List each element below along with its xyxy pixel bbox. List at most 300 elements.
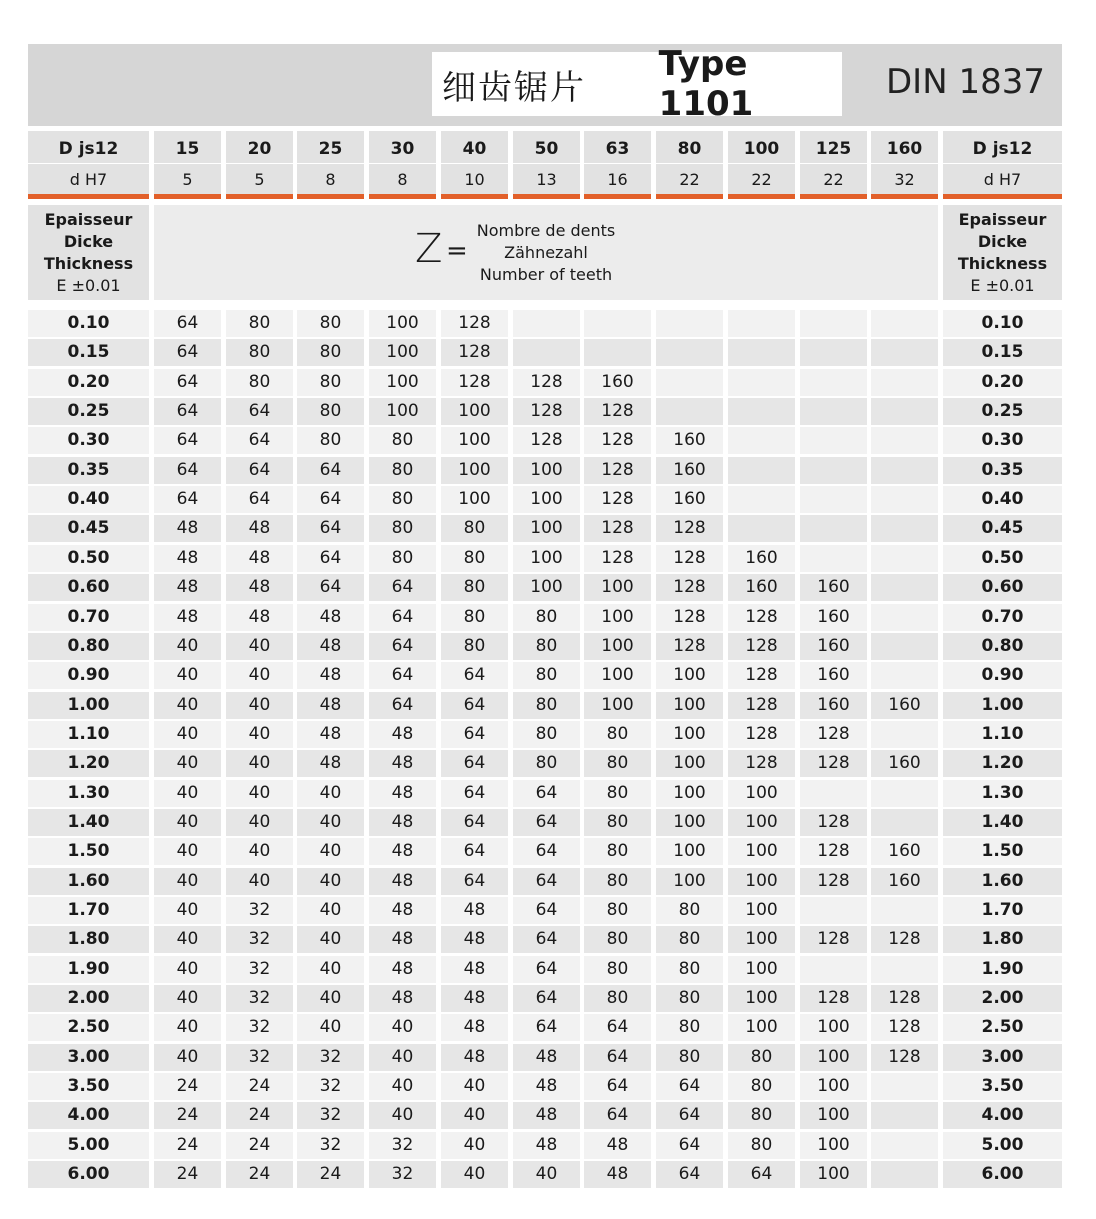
teeth-count-cell <box>800 956 867 983</box>
header-diameter-col <box>154 131 221 194</box>
teeth-count-cell: 40 <box>154 1014 221 1041</box>
header-separator <box>441 163 508 164</box>
teeth-count-cell: 48 <box>297 662 364 689</box>
teeth-count-cell: 100 <box>584 633 651 660</box>
teeth-count-cell: 40 <box>154 692 221 719</box>
teeth-count-cell: 80 <box>728 1132 795 1159</box>
teeth-count-cell <box>800 545 867 572</box>
teeth-count-cell: 80 <box>441 515 508 542</box>
teeth-count-cell: 128 <box>656 515 723 542</box>
teeth-count-cell: 48 <box>584 1132 651 1159</box>
teeth-count-cell: 128 <box>800 838 867 865</box>
diameter-value: 63 <box>605 139 630 159</box>
teeth-count-cell: 160 <box>656 427 723 454</box>
header-separator <box>656 163 723 164</box>
thickness-cell: 2.00 <box>943 985 1062 1012</box>
diameter-value: 50 <box>534 139 559 159</box>
teeth-count-cell: 48 <box>513 1044 580 1071</box>
teeth-count-cell: 80 <box>584 721 651 748</box>
teeth-count-cell: 80 <box>226 369 293 396</box>
teeth-count-cell: 80 <box>728 1073 795 1100</box>
thickness-cell: 1.70 <box>943 897 1062 924</box>
teeth-count-cell: 40 <box>369 1073 436 1100</box>
table-row <box>0 1073 1096 1100</box>
thickness-cell: 0.35 <box>943 457 1062 484</box>
thickness-cell: 1.90 <box>943 956 1062 983</box>
teeth-count-cell: 64 <box>297 486 364 513</box>
teeth-count-cell: 40 <box>226 662 293 689</box>
table-row <box>0 1132 1096 1159</box>
teeth-count-cell: 80 <box>513 750 580 777</box>
teeth-count-cell: 100 <box>513 574 580 601</box>
teeth-count-cell: 40 <box>154 897 221 924</box>
teeth-count-cell: 128 <box>728 662 795 689</box>
teeth-count-cell: 40 <box>226 809 293 836</box>
teeth-count-cell: 128 <box>584 457 651 484</box>
teeth-count-cell: 40 <box>154 633 221 660</box>
header-separator <box>584 163 651 164</box>
teeth-count-cell: 128 <box>513 427 580 454</box>
table-row <box>0 604 1096 631</box>
table-row <box>0 780 1096 807</box>
teeth-count-cell: 48 <box>226 604 293 631</box>
thickness-cell: 6.00 <box>943 1161 1062 1188</box>
teeth-count-cell: 100 <box>728 809 795 836</box>
teeth-count-cell: 48 <box>369 750 436 777</box>
teeth-count-cell: 128 <box>728 604 795 631</box>
teeth-count-cell <box>800 486 867 513</box>
teeth-count-cell: 32 <box>297 1102 364 1129</box>
teeth-count-cell: 80 <box>584 926 651 953</box>
teeth-count-cell: 100 <box>513 486 580 513</box>
teeth-count-cell: 80 <box>584 780 651 807</box>
teeth-count-cell: 100 <box>800 1102 867 1129</box>
thickness-cell: 0.90 <box>943 662 1062 689</box>
header-separator <box>226 163 293 164</box>
teeth-count-cell: 32 <box>226 985 293 1012</box>
teeth-count-cell: 64 <box>441 721 508 748</box>
table-row <box>0 369 1096 396</box>
bore-value: 8 <box>397 170 408 189</box>
teeth-count-cell: 100 <box>728 868 795 895</box>
thickness-cell: 0.40 <box>28 486 149 513</box>
teeth-count-cell <box>871 574 938 601</box>
teeth-count-cell: 32 <box>297 1073 364 1100</box>
accent-bar <box>28 194 149 199</box>
teeth-count-cell <box>584 339 651 366</box>
diameter-value: 40 <box>462 139 487 159</box>
teeth-count-cell: 40 <box>297 868 364 895</box>
teeth-count-cell: 40 <box>441 1102 508 1129</box>
teeth-count-cell: 160 <box>800 633 867 660</box>
teeth-count-cell: 64 <box>656 1161 723 1188</box>
teeth-count-cell: 48 <box>369 838 436 865</box>
thickness-cell: 3.50 <box>943 1073 1062 1100</box>
teeth-count-cell: 160 <box>728 574 795 601</box>
teeth-count-cell: 40 <box>513 1161 580 1188</box>
accent-bar <box>584 194 651 199</box>
thickness-cell: 0.50 <box>28 545 149 572</box>
teeth-equals: = <box>446 236 468 266</box>
teeth-count-cell: 80 <box>369 427 436 454</box>
teeth-count-cell: 64 <box>369 574 436 601</box>
teeth-count-cell: 40 <box>154 1044 221 1071</box>
teeth-count-cell: 128 <box>871 1044 938 1071</box>
teeth-count-cell: 80 <box>513 721 580 748</box>
diameter-value: 30 <box>390 139 415 159</box>
teeth-count-cell <box>871 486 938 513</box>
teeth-count-cell: 64 <box>154 486 221 513</box>
teeth-count-cell: 128 <box>728 721 795 748</box>
teeth-count-cell: 64 <box>226 398 293 425</box>
teeth-count-cell: 64 <box>369 633 436 660</box>
teeth-count-cell: 128 <box>584 486 651 513</box>
thickness-cell: 1.80 <box>28 926 149 953</box>
bore-value: 32 <box>894 170 915 189</box>
teeth-count-cell: 40 <box>226 750 293 777</box>
diameter-value: 15 <box>175 139 200 159</box>
teeth-count-cell: 100 <box>369 369 436 396</box>
teeth-count-cell <box>728 310 795 337</box>
teeth-count-cell: 64 <box>154 398 221 425</box>
teeth-count-cell: 32 <box>226 1014 293 1041</box>
teeth-count-cell <box>800 398 867 425</box>
teeth-count-cell: 32 <box>226 897 293 924</box>
teeth-count-cell: 40 <box>441 1132 508 1159</box>
teeth-count-cell: 64 <box>513 926 580 953</box>
teeth-count-cell: 100 <box>656 809 723 836</box>
thickness-cell: 0.80 <box>28 633 149 660</box>
teeth-count-cell: 64 <box>513 780 580 807</box>
teeth-count-cell: 128 <box>871 985 938 1012</box>
teeth-count-cell: 64 <box>226 427 293 454</box>
teeth-count-cell: 100 <box>800 1161 867 1188</box>
thickness-cell: 0.30 <box>943 427 1062 454</box>
teeth-count-cell: 100 <box>728 985 795 1012</box>
diameter-value: 160 <box>886 139 923 159</box>
teeth-count-cell: 128 <box>441 339 508 366</box>
teeth-count-cell: 40 <box>154 809 221 836</box>
teeth-count-cell <box>871 1102 938 1129</box>
teeth-count-cell: 32 <box>226 1044 293 1071</box>
epaisseur-label: Epaisseur <box>44 210 133 229</box>
teeth-count-cell: 100 <box>656 750 723 777</box>
teeth-count-cell: 80 <box>441 604 508 631</box>
thickness-label: Thickness <box>43 254 134 273</box>
teeth-count-cell: 100 <box>728 897 795 924</box>
bore-value: 13 <box>536 170 557 189</box>
bore-value: 22 <box>823 170 844 189</box>
thickness-header-right <box>943 205 1062 300</box>
teeth-count-cell: 100 <box>800 1044 867 1071</box>
teeth-count-cell: 48 <box>297 721 364 748</box>
header-separator <box>800 163 867 164</box>
teeth-count-cell: 160 <box>728 545 795 572</box>
teeth-count-cell: 80 <box>656 926 723 953</box>
teeth-count-cell <box>728 369 795 396</box>
table-row <box>0 750 1096 777</box>
teeth-count-cell <box>871 1161 938 1188</box>
teeth-count-cell: 128 <box>800 809 867 836</box>
teeth-count-cell: 100 <box>728 926 795 953</box>
teeth-count-cell <box>513 339 580 366</box>
teeth-count-cell: 64 <box>441 809 508 836</box>
accent-bar <box>369 194 436 199</box>
thickness-cell: 3.00 <box>943 1044 1062 1071</box>
teeth-count-cell <box>871 1073 938 1100</box>
teeth-count-cell: 100 <box>728 1014 795 1041</box>
thickness-cell: 0.60 <box>943 574 1062 601</box>
table-row <box>0 633 1096 660</box>
teeth-count-cell: 48 <box>441 1044 508 1071</box>
teeth-count-cell: 40 <box>297 1014 364 1041</box>
table-row <box>0 486 1096 513</box>
thickness-cell: 3.00 <box>28 1044 149 1071</box>
teeth-count-cell: 100 <box>441 427 508 454</box>
tolerance-label: E ±0.01 <box>56 276 121 295</box>
teeth-count-cell: 64 <box>656 1073 723 1100</box>
teeth-count-cell: 24 <box>154 1102 221 1129</box>
teeth-count-cell <box>800 457 867 484</box>
teeth-count-cell: 32 <box>369 1132 436 1159</box>
teeth-count-cell: 40 <box>154 662 221 689</box>
teeth-count-cell: 128 <box>800 868 867 895</box>
accent-bar <box>297 194 364 199</box>
teeth-count-cell: 40 <box>154 838 221 865</box>
thickness-cell: 1.50 <box>943 838 1062 865</box>
teeth-count-cell: 160 <box>871 750 938 777</box>
header-separator <box>154 163 221 164</box>
teeth-count-cell <box>871 310 938 337</box>
teeth-count-cell: 100 <box>800 1132 867 1159</box>
teeth-count-cell <box>656 339 723 366</box>
thickness-cell: 1.70 <box>28 897 149 924</box>
teeth-count-cell: 160 <box>871 838 938 865</box>
teeth-count-cell: 128 <box>656 545 723 572</box>
teeth-count-cell: 128 <box>441 310 508 337</box>
teeth-count-cell: 80 <box>441 633 508 660</box>
thickness-cell: 0.45 <box>943 515 1062 542</box>
header-diameter-col <box>728 131 795 194</box>
thickness-cell: 1.80 <box>943 926 1062 953</box>
bore-value: 5 <box>182 170 193 189</box>
accent-bar <box>871 194 938 199</box>
thickness-cell: 0.10 <box>943 310 1062 337</box>
teeth-count-cell: 128 <box>441 369 508 396</box>
table-row <box>0 1014 1096 1041</box>
teeth-count-cell: 64 <box>297 574 364 601</box>
header-separator <box>943 163 1062 164</box>
teeth-count-cell: 48 <box>369 721 436 748</box>
thickness-cell: 0.60 <box>28 574 149 601</box>
diameter-value: 125 <box>815 139 852 159</box>
table-row <box>0 1102 1096 1129</box>
thickness-cell: 1.00 <box>943 692 1062 719</box>
thickness-cell: 1.20 <box>943 750 1062 777</box>
thickness-cell: 1.10 <box>943 721 1062 748</box>
teeth-count-cell: 40 <box>297 985 364 1012</box>
table-row <box>0 545 1096 572</box>
teeth-count-cell: 128 <box>728 750 795 777</box>
teeth-count-cell: 100 <box>441 457 508 484</box>
teeth-count-cell <box>871 633 938 660</box>
teeth-count-cell: 128 <box>656 604 723 631</box>
table-row <box>0 515 1096 542</box>
teeth-count-cell: 64 <box>226 457 293 484</box>
teeth-count-cell: 100 <box>656 868 723 895</box>
thickness-label: Thickness <box>957 254 1048 273</box>
teeth-count-cell: 24 <box>226 1161 293 1188</box>
teeth-count-cell: 80 <box>656 1014 723 1041</box>
teeth-count-cell: 48 <box>584 1161 651 1188</box>
teeth-count-cell: 80 <box>513 662 580 689</box>
header-separator <box>728 163 795 164</box>
teeth-count-cell: 80 <box>584 956 651 983</box>
teeth-count-cell: 80 <box>513 633 580 660</box>
teeth-count-cell: 64 <box>297 515 364 542</box>
teeth-count-cell: 48 <box>441 897 508 924</box>
teeth-count-cell: 80 <box>226 339 293 366</box>
teeth-count-cell: 100 <box>800 1014 867 1041</box>
teeth-count-cell: 80 <box>513 604 580 631</box>
table-row <box>0 956 1096 983</box>
teeth-legend-en: Number of teeth <box>479 265 613 284</box>
diameter-value: 100 <box>743 139 780 159</box>
accent-bar <box>800 194 867 199</box>
bore-value: 10 <box>464 170 485 189</box>
teeth-count-cell: 64 <box>297 545 364 572</box>
teeth-count-cell <box>871 809 938 836</box>
table-row <box>0 985 1096 1012</box>
teeth-count-cell: 64 <box>656 1132 723 1159</box>
header-diameter-col <box>584 131 651 194</box>
bore-value: 22 <box>751 170 772 189</box>
teeth-count-cell <box>800 780 867 807</box>
teeth-count-cell: 160 <box>584 369 651 396</box>
teeth-count-cell: 40 <box>226 780 293 807</box>
teeth-count-cell: 100 <box>800 1073 867 1100</box>
teeth-count-cell: 48 <box>513 1132 580 1159</box>
teeth-count-cell: 32 <box>297 1044 364 1071</box>
teeth-count-cell: 64 <box>154 427 221 454</box>
teeth-count-cell: 32 <box>297 1132 364 1159</box>
table-row <box>0 692 1096 719</box>
teeth-count-cell: 40 <box>297 897 364 924</box>
teeth-count-cell: 48 <box>369 868 436 895</box>
teeth-count-cell <box>871 398 938 425</box>
teeth-count-cell: 48 <box>369 985 436 1012</box>
teeth-count-cell: 100 <box>656 721 723 748</box>
bore-value: 16 <box>607 170 628 189</box>
teeth-count-cell <box>871 780 938 807</box>
title-type: Type 1101 <box>658 44 754 124</box>
thickness-cell: 0.30 <box>28 427 149 454</box>
table-row <box>0 868 1096 895</box>
thickness-cell: 0.10 <box>28 310 149 337</box>
teeth-count-cell: 64 <box>656 1102 723 1129</box>
teeth-count-cell: 48 <box>297 604 364 631</box>
teeth-count-cell: 48 <box>226 545 293 572</box>
thickness-cell: 0.25 <box>28 398 149 425</box>
teeth-count-cell: 80 <box>584 897 651 924</box>
teeth-count-cell: 64 <box>513 1014 580 1041</box>
thickness-cell: 0.50 <box>943 545 1062 572</box>
teeth-count-cell: 64 <box>728 1161 795 1188</box>
teeth-count-cell: 160 <box>871 868 938 895</box>
table-row <box>0 721 1096 748</box>
teeth-count-cell: 100 <box>656 692 723 719</box>
teeth-count-cell: 160 <box>800 692 867 719</box>
teeth-count-cell: 64 <box>513 897 580 924</box>
teeth-count-cell: 80 <box>297 339 364 366</box>
teeth-count-cell <box>728 486 795 513</box>
thickness-cell: 2.50 <box>943 1014 1062 1041</box>
teeth-count-cell: 48 <box>226 574 293 601</box>
teeth-count-cell: 48 <box>154 574 221 601</box>
teeth-count-cell: 128 <box>584 398 651 425</box>
teeth-count-cell: 64 <box>513 985 580 1012</box>
teeth-count-cell <box>656 398 723 425</box>
teeth-count-cell: 128 <box>513 369 580 396</box>
table-row <box>0 457 1096 484</box>
teeth-count-cell <box>800 369 867 396</box>
accent-bar <box>226 194 293 199</box>
teeth-count-cell: 128 <box>800 721 867 748</box>
teeth-count-cell: 64 <box>441 692 508 719</box>
table-row <box>0 809 1096 836</box>
teeth-count-cell: 64 <box>441 750 508 777</box>
teeth-count-cell: 40 <box>441 1073 508 1100</box>
teeth-count-cell <box>871 369 938 396</box>
table-row <box>0 427 1096 454</box>
teeth-count-cell: 48 <box>369 956 436 983</box>
teeth-count-cell: 80 <box>441 545 508 572</box>
thickness-cell: 0.20 <box>28 369 149 396</box>
teeth-count-cell: 40 <box>154 750 221 777</box>
teeth-count-cell <box>800 897 867 924</box>
teeth-count-cell: 40 <box>297 956 364 983</box>
teeth-count-cell: 40 <box>154 956 221 983</box>
teeth-count-cell: 64 <box>584 1102 651 1129</box>
thickness-cell: 0.35 <box>28 457 149 484</box>
teeth-count-cell: 64 <box>513 868 580 895</box>
teeth-count-cell <box>728 339 795 366</box>
teeth-count-cell: 80 <box>441 574 508 601</box>
table-row <box>0 339 1096 366</box>
bore-label: d H7 <box>983 170 1022 189</box>
header-diameter-col <box>513 131 580 194</box>
teeth-count-cell: 48 <box>154 545 221 572</box>
teeth-count-cell: 64 <box>513 809 580 836</box>
teeth-count-cell: 80 <box>297 369 364 396</box>
teeth-count-cell: 48 <box>154 515 221 542</box>
bore-value: 22 <box>679 170 700 189</box>
table-row <box>0 662 1096 689</box>
teeth-count-cell: 100 <box>513 545 580 572</box>
diameter-value: 80 <box>677 139 702 159</box>
teeth-count-cell: 80 <box>584 868 651 895</box>
teeth-count-cell: 100 <box>584 662 651 689</box>
teeth-count-cell: 40 <box>154 926 221 953</box>
teeth-count-cell: 80 <box>297 427 364 454</box>
teeth-count-cell: 128 <box>584 427 651 454</box>
teeth-count-cell: 64 <box>441 780 508 807</box>
header-diameter-col <box>656 131 723 194</box>
header-diameter-col <box>297 131 364 194</box>
teeth-count-cell: 64 <box>154 369 221 396</box>
header-label-left <box>28 131 149 194</box>
teeth-count-cell <box>656 310 723 337</box>
